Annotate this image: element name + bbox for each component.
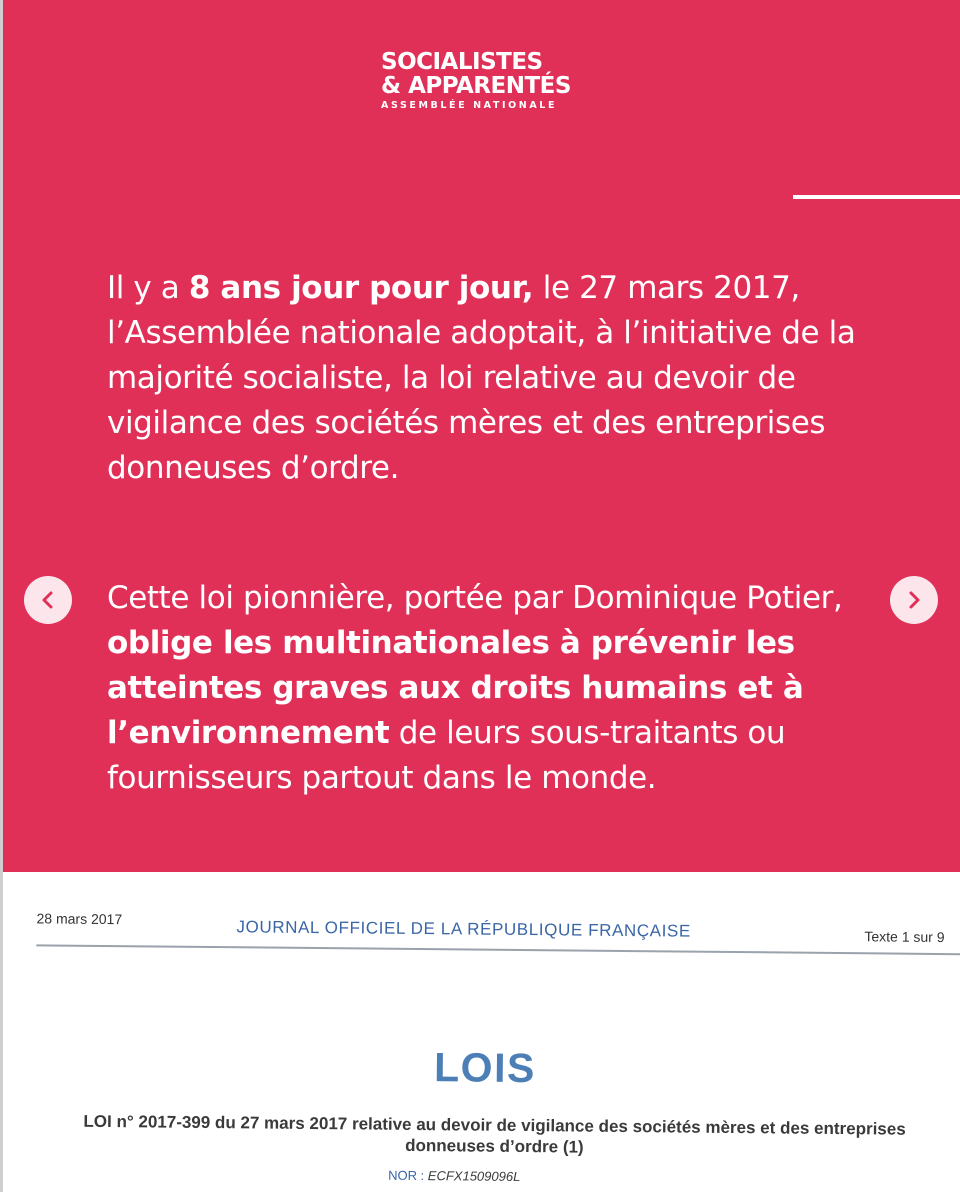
doc-journal-title: JOURNAL OFFICIEL DE LA RÉPUBLIQUE FRANÇAISE: [236, 917, 691, 941]
carousel-next-button[interactable]: [890, 576, 938, 624]
logo-line-2: & APPARENTÉS: [381, 73, 571, 99]
text-run: Il y a: [107, 270, 189, 306]
text-run-bold: 8 ans jour pour jour,: [188, 270, 534, 306]
logo-line-1: SOCIALISTES: [381, 49, 543, 75]
text-run: le 27 mars 2017, l’Assemblée nationale adoptait, à l’initiative de la majorité socialiste, la loi relative au devoir de vigilance des sociétés mères et des entreprises donneuses d’ordre.: [107, 270, 856, 486]
doc-date: 28 mars 2017: [36, 910, 123, 928]
doc-header-rule: [36, 944, 960, 955]
text-run: de leurs sous-traitants ou fournisseurs partout dans le monde.: [107, 715, 786, 796]
chevron-right-icon: [904, 590, 924, 610]
carousel-prev-button[interactable]: [24, 576, 72, 624]
journal-officiel-scan: [3, 872, 960, 1192]
doc-law-title: LOI n° 2017-399 du 27 mars 2017 relative au devoir de vigilance des sociétés mères et des entreprises donneuses d’ordre (1): [83, 1111, 906, 1157]
doc-nor: [388, 1168, 520, 1184]
text-run: Cette loi pionnière, portée par Dominique Potier,: [107, 580, 843, 616]
party-logo: [381, 50, 591, 111]
doc-nor-value: ECFX1509096L: [427, 1168, 521, 1184]
doc-section-title: LOIS: [433, 1044, 537, 1092]
logo-line-3: ASSEMBLÉE NATIONALE: [381, 100, 558, 111]
accent-divider: [793, 195, 960, 199]
doc-nor-label: NOR :: [388, 1167, 428, 1184]
paragraph-intro: [107, 266, 867, 491]
chevron-left-icon: [38, 590, 58, 610]
doc-page-count: Texte 1 sur 9: [864, 928, 945, 946]
text-run-bold: oblige les multinationales à prévenir les atteintes graves aux droits humains et à l’environnement: [107, 625, 804, 751]
paragraph-law-summary: [107, 576, 867, 801]
scan-page: [3, 872, 960, 1192]
slide-hero: [3, 0, 960, 872]
